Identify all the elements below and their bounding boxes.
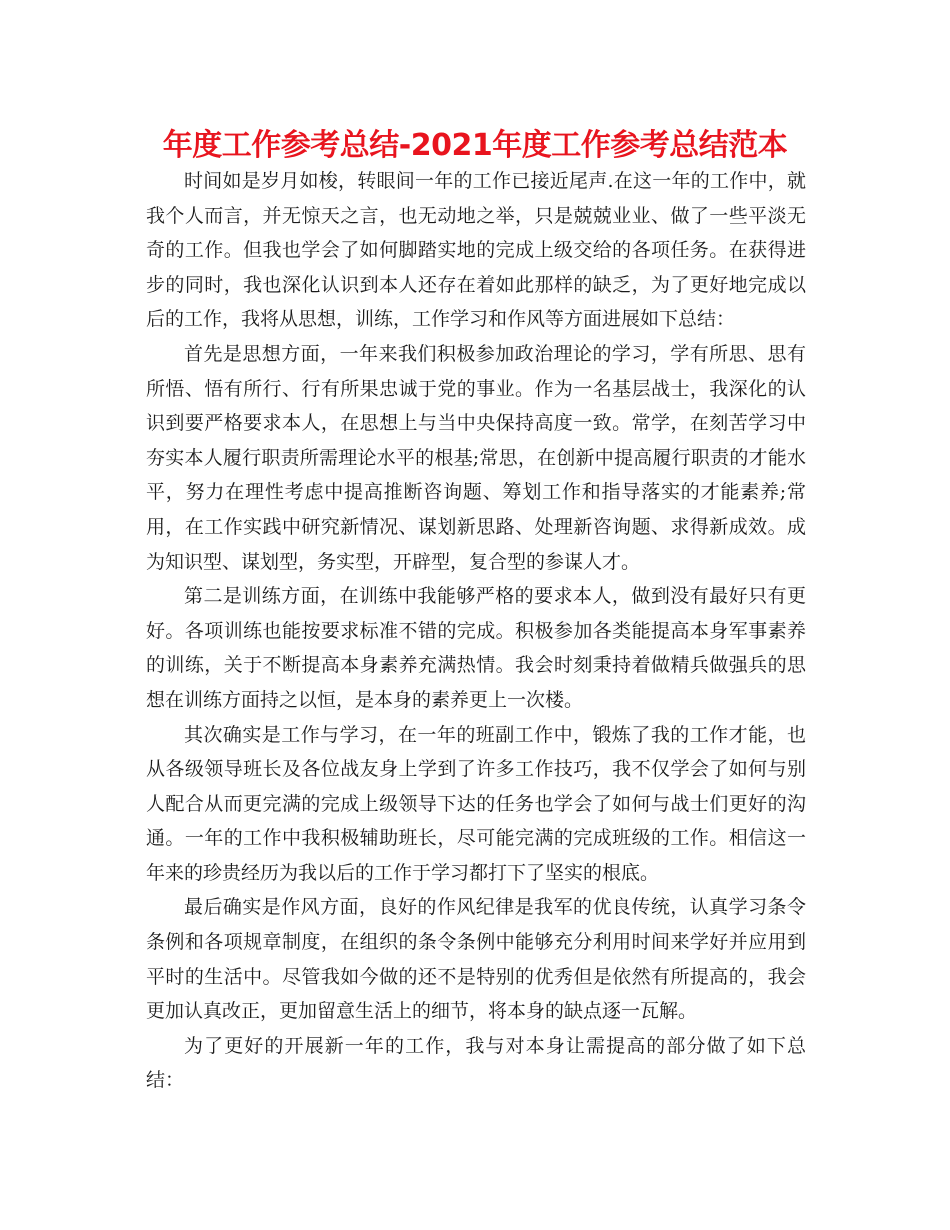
paragraph-thought: 首先是思想方面，一年来我们积极参加政治理论的学习，学有所思、思有所悟、悟有所行、行有所果忠诚于党的事业。作为一名基层战士，我深化的认识到要严格要求本人，在思想上与当中央保持高度一致。常学，在刻苦学习中夯实本人履行职责所需理论水平的根基;常思，在创新中提高履行职责的才能水平，努力在理性考虑中提高推断咨询题、筹划工作和指导落实的才能素养;常用，在工作实践中研究新情况、谋划新思路、处理新咨询题、求得新成效。成为知识型、谋划型，务实型，开辟型，复合型的参谋人才。 [146,342,806,573]
paragraph-training: 第二是训练方面，在训练中我能够严格的要求本人，做到没有最好只有更好。各项训练也能按要求标准不错的完成。积极参加各类能提高本身军事素养的训练，关于不断提高本身素养充满热情。我会时刻秉持着做精兵做强兵的思想在训练方面持之以恒，是本身的素养更上一次楼。 [146,585,806,711]
document-body [146,164,806,1098]
paragraph-summary-lead: 为了更好的开展新一年的工作，我与对本身让需提高的部分做了如下总结： [146,1034,806,1092]
paragraph-work-study: 其次确实是工作与学习，在一年的班副工作中，锻炼了我的工作才能，也从各级领导班长及各位战友身上学到了许多工作技巧，我不仅学会了如何与别人配合从而更完满的完成上级领导下达的任务也学会了如何与战士们更好的沟通。一年的工作中我积极辅助班长，尽可能完满的完成班级的工作。相信这一年来的珍贵经历为我以后的工作于学习都打下了坚实的根底。 [146,723,806,884]
paragraph-intro: 时间如是岁月如梭，转眼间一年的工作已接近尾声.在这一年的工作中，就我个人而言，并无惊天之言，也无动地之举，只是兢兢业业、做了一些平淡无奇的工作。但我也学会了如何脚踏实地的完成上级交给的各项任务。在获得进步的同时，我也深化认识到本人还存在着如此那样的缺乏，为了更好地完成以后的工作，我将从思想，训练，工作学习和作风等方面进展如下总结： [146,170,806,331]
document-title: 年度工作参考总结-2021年度工作参考总结范本 [162,128,788,163]
paragraph-style: 最后确实是作风方面，良好的作风纪律是我军的优良传统，认真学习条令条例和各项规章制度，在组织的条令条例中能够充分利用时间来学好并应用到平时的生活中。尽管我如今做的还不是特别的优秀但是依然有所提高的，我会更加认真改正，更加留意生活上的细节，将本身的缺点逐一瓦解。 [146,896,806,1023]
